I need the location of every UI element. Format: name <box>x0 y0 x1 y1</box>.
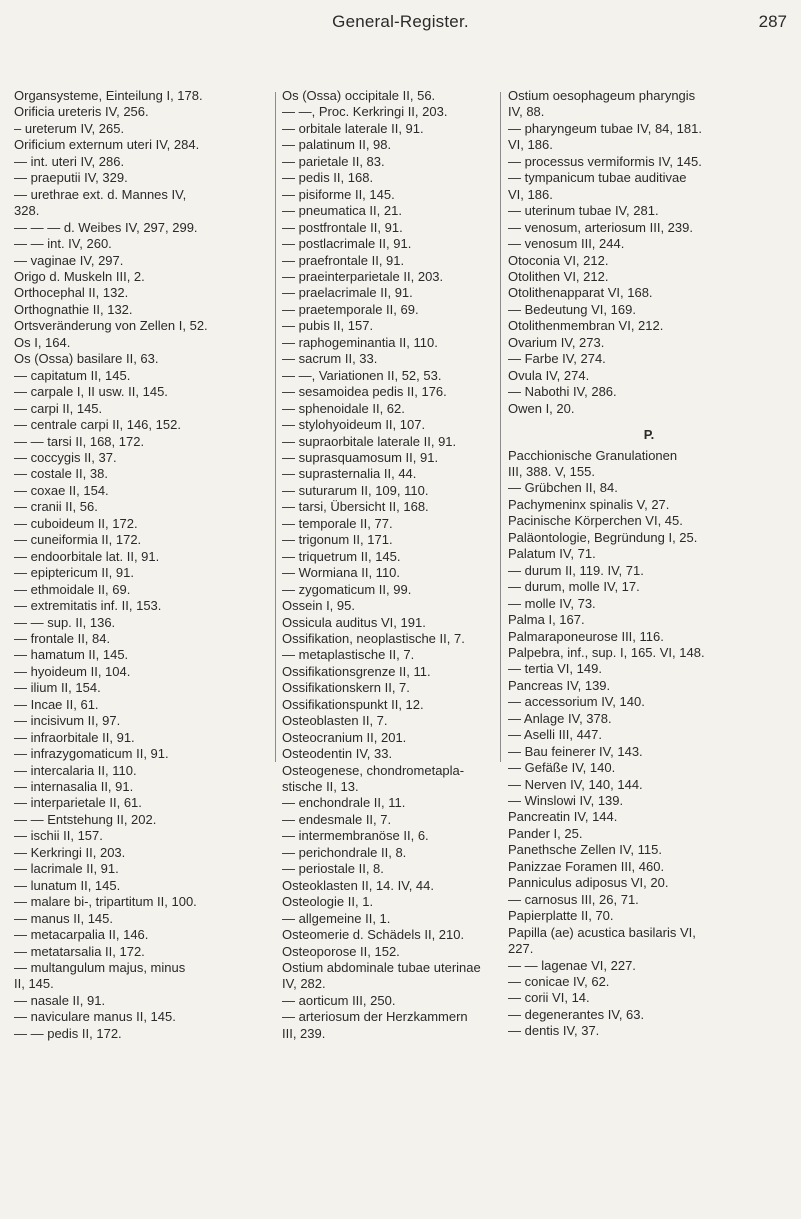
index-entry: III, 388. V, 155. <box>508 463 595 479</box>
index-entry: — cuneiformia II, 172. <box>14 532 142 548</box>
index-entry: Panniculus adiposus VI, 20. <box>508 875 669 891</box>
index-entry: — Gefäße IV, 140. <box>508 760 616 776</box>
index-entry: Orificium externum uteri IV, 284. <box>14 137 200 153</box>
index-entry: Palma I, 167. <box>508 612 585 628</box>
index-entry: — trigonum II, 171. <box>282 532 393 548</box>
index-entry: — costale II, 38. <box>14 466 108 482</box>
index-entry: — enchondrale II, 11. <box>282 795 406 811</box>
index-entry: — ethmoidale II, 69. <box>14 581 131 597</box>
index-column-3 <box>508 88 790 1040</box>
index-entry: — endesmale II, 7. <box>282 811 392 827</box>
index-entry: — carpale I, II usw. II, 145. <box>14 384 168 400</box>
index-entry: — venosum, arteriosum III, 239. <box>508 219 693 235</box>
index-entry: — Farbe IV, 274. <box>508 351 606 367</box>
index-entry: — suturarum II, 109, 110. <box>282 482 429 498</box>
index-entry: Otoconia VI, 212. <box>508 252 609 268</box>
index-entry: Osteologie II, 1. <box>282 894 374 910</box>
index-entry: Ovula IV, 274. <box>508 367 590 383</box>
index-entry: — hamatum II, 145. <box>14 647 129 663</box>
index-entry: — conicae IV, 62. <box>508 974 610 990</box>
index-entry: — Winslowi IV, 139. <box>508 793 624 809</box>
index-entry: — — int. IV, 260. <box>14 236 112 252</box>
index-entry: Osteocranium II, 201. <box>282 729 407 745</box>
index-entry: Ossein I, 95. <box>282 598 355 614</box>
index-entry: Osteoblasten II, 7. <box>282 713 388 729</box>
index-entry: VI, 186. <box>508 137 553 153</box>
index-entry: — Bedeutung VI, 169. <box>508 301 636 317</box>
index-entry: — Bau feinerer IV, 143. <box>508 743 643 759</box>
index-entry: — lunatum II, 145. <box>14 877 121 893</box>
index-entry: Os I, 164. <box>14 334 71 350</box>
index-entry: IV, 88. <box>508 104 545 120</box>
section-letter-heading: P. <box>643 427 655 443</box>
index-entry: — epiptericum II, 91. <box>14 565 134 581</box>
index-entry: Osteomerie d. Schädels II, 210. <box>282 927 465 943</box>
index-entry: – ureterum IV, 265. <box>14 120 125 136</box>
index-entry: — aorticum III, 250. <box>282 992 396 1008</box>
index-entry: Orificia ureteris IV, 256. <box>14 104 149 120</box>
index-entry: — naviculare manus II, 145. <box>14 1009 176 1025</box>
index-entry: stische II, 13. <box>282 779 359 795</box>
index-entry: Osteoklasten II, 14. IV, 44. <box>282 877 435 893</box>
index-entry: — — Entstehung II, 202. <box>14 811 157 827</box>
index-entry: — zygomaticum II, 99. <box>282 581 412 597</box>
index-entry: — tertia VI, 149. <box>508 661 602 677</box>
index-entry: Ossifikationskern II, 7. <box>282 680 410 696</box>
index-entry: Palatum IV, 71. <box>508 546 596 562</box>
index-entry: Ossicula auditus VI, 191. <box>282 614 426 630</box>
index-entry: Organsysteme, Einteilung I, 178. <box>14 88 203 103</box>
index-entry: — uterinum tubae IV, 281. <box>508 203 659 219</box>
index-entry: Ostium oesophageum pharyngis <box>508 88 696 103</box>
index-entry: Papilla (ae) acustica basilaris VI, <box>508 924 696 940</box>
index-entry: — ilium II, 154. <box>14 680 101 696</box>
index-entry: — infraorbitale II, 91. <box>14 729 135 745</box>
index-entry: — praeputii IV, 329. <box>14 170 128 186</box>
index-entry: — int. uteri IV, 286. <box>14 153 125 169</box>
index-entry: — accessorium IV, 140. <box>508 694 645 710</box>
column-divider-right <box>500 92 501 762</box>
index-entry: — endoorbitale lat. II, 91. <box>14 548 160 564</box>
index-entry: Orthognathie II, 132. <box>14 301 133 317</box>
index-entry: — Kerkringi II, 203. <box>14 844 126 860</box>
index-entry: — interparietale II, 61. <box>14 795 142 811</box>
index-entry: Panizzae Foramen III, 460. <box>508 858 665 874</box>
index-entry: Otolithenmembran VI, 212. <box>508 318 664 334</box>
index-entry: — centrale carpi II, 146, 152. <box>14 417 181 433</box>
index-entry: — raphogeminantia II, 110. <box>282 334 438 350</box>
index-entry: — incisivum II, 97. <box>14 713 121 729</box>
index-entry: Otolithenapparat VI, 168. <box>508 285 653 301</box>
index-entry: — coxae II, 154. <box>14 482 109 498</box>
index-entry: — carpi II, 145. <box>14 400 103 416</box>
index-entry: — hyoideum II, 104. <box>14 663 131 679</box>
index-entry: Pancreas IV, 139. <box>508 677 611 693</box>
index-entry: Palpebra, inf., sup. I, 165. VI, 148. <box>508 644 705 660</box>
index-entry: — metaplastische II, 7. <box>282 647 415 663</box>
index-entry: — praelacrimale II, 91. <box>282 285 413 301</box>
index-entry: — periostale II, 8. <box>282 861 384 877</box>
page-header <box>0 12 801 42</box>
index-entry: — malare bi-, tripartitum II, 100. <box>14 894 197 910</box>
index-entry: — tarsi, Übersicht II, 168. <box>282 499 429 515</box>
index-entry: — Incae II, 61. <box>14 696 99 712</box>
index-entry: — supraorbitale laterale II, 91. <box>282 433 457 449</box>
index-entry: Pacchionische Granulationen <box>508 447 678 463</box>
index-entry: — degenerantes IV, 63. <box>508 1006 645 1022</box>
index-entry: — temporale II, 77. <box>282 515 393 531</box>
index-entry: Ossifikationsgrenze II, 11. <box>282 663 431 679</box>
index-entry: — metacarpalia II, 146. <box>14 927 149 943</box>
index-entry: — carnosus III, 26, 71. <box>508 891 639 907</box>
index-entry: — postlacrimale II, 91. <box>282 236 412 252</box>
index-entry: — —, Variationen II, 52, 53. <box>282 367 442 383</box>
index-entry: — — tarsi II, 168, 172. <box>14 433 145 449</box>
index-entry: — Aselli III, 447. <box>508 727 602 743</box>
index-column-1 <box>14 88 268 1042</box>
index-entry: — praetemporale II, 69. <box>282 301 419 317</box>
index-entry: — metatarsalia II, 172. <box>14 943 145 959</box>
index-entry: Pander I, 25. <box>508 825 583 841</box>
index-entry: — durum II, 119. IV, 71. <box>508 562 644 578</box>
index-entry: Papierplatte II, 70. <box>508 908 614 924</box>
column-divider-left <box>275 92 276 762</box>
index-entry: — Nerven IV, 140, 144. <box>508 776 643 792</box>
index-entry: — arteriosum der Herzkammern <box>282 1009 468 1025</box>
index-entry: — sacrum II, 33. <box>282 351 378 367</box>
index-entry: Osteoporose II, 152. <box>282 943 400 959</box>
index-entry: — Wormiana II, 110. <box>282 565 401 581</box>
index-entry: — infrazygomaticum II, 91. <box>14 746 169 762</box>
index-entry: — praefrontale II, 91. <box>282 252 405 268</box>
index-entry: IV, 282. <box>282 976 326 992</box>
index-entry: — extremitatis inf. II, 153. <box>14 598 162 614</box>
index-entry: — venosum III, 244. <box>508 236 625 252</box>
index-entry: — triquetrum II, 145. <box>282 548 401 564</box>
index-entry: 227. <box>508 941 534 957</box>
running-title: General-Register. <box>332 12 469 31</box>
index-entry: VI, 186. <box>508 186 553 202</box>
index-entry: — sphenoidale II, 62. <box>282 400 405 416</box>
index-entry: — Nabothi IV, 286. <box>508 384 617 400</box>
index-entry: Otolithen VI, 212. <box>508 268 609 284</box>
index-entry: Ovarium IV, 273. <box>508 334 605 350</box>
index-entry: Ossifikationspunkt II, 12. <box>282 696 424 712</box>
index-entry: — pisiforme II, 145. <box>282 186 395 202</box>
index-entry: — pneumatica II, 21. <box>282 203 402 219</box>
index-entry: — — — d. Weibes IV, 297, 299. <box>14 219 198 235</box>
index-entry: Origo d. Muskeln III, 2. <box>14 268 145 284</box>
index-entry: — tympanicum tubae auditivae <box>508 170 687 186</box>
index-entry: — suprasquamosum II, 91. <box>282 449 439 465</box>
index-entry: — durum, molle IV, 17. <box>508 579 640 595</box>
index-entry: — Grübchen II, 84. <box>508 480 618 496</box>
index-entry: — frontale II, 84. <box>14 630 111 646</box>
index-entry: Paläontologie, Begründung I, 25. <box>508 529 698 545</box>
index-entry: — molle IV, 73. <box>508 595 596 611</box>
index-entry: Os (Ossa) occipitale II, 56. <box>282 88 436 103</box>
index-entry: Pancreatin IV, 144. <box>508 809 618 825</box>
index-entry: — cuboideum II, 172. <box>14 515 138 531</box>
index-entry: — processus vermiformis IV, 145. <box>508 153 702 169</box>
index-entry: Ostium abdominale tubae uterinae <box>282 960 481 976</box>
index-entry: — capitatum II, 145. <box>14 367 131 383</box>
index-entry: — internasalia II, 91. <box>14 779 134 795</box>
index-entry: — ischii II, 157. <box>14 828 103 844</box>
index-entry: — parietale II, 83. <box>282 153 385 169</box>
index-entry: — urethrae ext. d. Mannes IV, <box>14 186 187 202</box>
index-entry: Osteogenese, chondrometapla- <box>282 762 465 778</box>
index-entry: — — pedis II, 172. <box>14 1025 122 1041</box>
index-entry: Ortsveränderung von Zellen I, 52. <box>14 318 208 334</box>
index-entry: — manus II, 145. <box>14 910 113 926</box>
index-entry: Owen I, 20. <box>508 400 575 416</box>
index-entry: — pubis II, 157. <box>282 318 374 334</box>
index-entry: — nasale II, 91. <box>14 992 106 1008</box>
index-entry: Osteodentin IV, 33. <box>282 746 393 762</box>
index-entry: — orbitale laterale II, 91. <box>282 120 424 136</box>
index-entry: — postfrontale II, 91. <box>282 219 403 235</box>
index-entry: — coccygis II, 37. <box>14 449 117 465</box>
index-entry: 328. <box>14 203 40 219</box>
index-entry: — sesamoidea pedis II, 176. <box>282 384 447 400</box>
index-entry: — allgemeine II, 1. <box>282 910 391 926</box>
index-entry: — stylohyoideum II, 107. <box>282 417 426 433</box>
index-entry: — praeinterparietale II, 203. <box>282 268 444 284</box>
index-entry: Panethsche Zellen IV, 115. <box>508 842 662 858</box>
index-entry: — perichondrale II, 8. <box>282 844 407 860</box>
index-entry: Os (Ossa) basilare II, 63. <box>14 351 159 367</box>
index-entry: II, 145. <box>14 976 54 992</box>
index-entry: — Anlage IV, 378. <box>508 710 612 726</box>
index-entry: Pachymeninx spinalis V, 27. <box>508 496 670 512</box>
index-entry: — intermembranöse II, 6. <box>282 828 429 844</box>
index-entry: — — sup. II, 136. <box>14 614 116 630</box>
page-number: 287 <box>758 12 787 31</box>
index-entry: Orthocephal II, 132. <box>14 285 129 301</box>
index-entry: — dentis IV, 37. <box>508 1023 600 1039</box>
index-entry: — — lagenae VI, 227. <box>508 957 636 973</box>
index-entry: III, 239. <box>282 1025 326 1041</box>
index-entry: — suprasternalia II, 44. <box>282 466 417 482</box>
index-entry: Pacinische Körperchen VI, 45. <box>508 513 683 529</box>
index-entry: — palatinum II, 98. <box>282 137 392 153</box>
index-entry: Palmaraponeurose III, 116. <box>508 628 664 644</box>
index-entry: — corii VI, 14. <box>508 990 590 1006</box>
index-entry: — pedis II, 168. <box>282 170 374 186</box>
index-entry: — vaginae IV, 297. <box>14 252 124 268</box>
index-entry: — cranii II, 56. <box>14 499 98 515</box>
index-entry: — pharyngeum tubae IV, 84, 181. <box>508 120 702 136</box>
index-entry: — multangulum majus, minus <box>14 960 186 976</box>
index-entry: Ossifikation, neoplastische II, 7. <box>282 630 465 646</box>
index-column-2 <box>282 88 494 1042</box>
index-entry: — lacrimale II, 91. <box>14 861 119 877</box>
index-entry: — intercalaria II, 110. <box>14 762 137 778</box>
index-entry: — —, Proc. Kerkringi II, 203. <box>282 104 448 120</box>
